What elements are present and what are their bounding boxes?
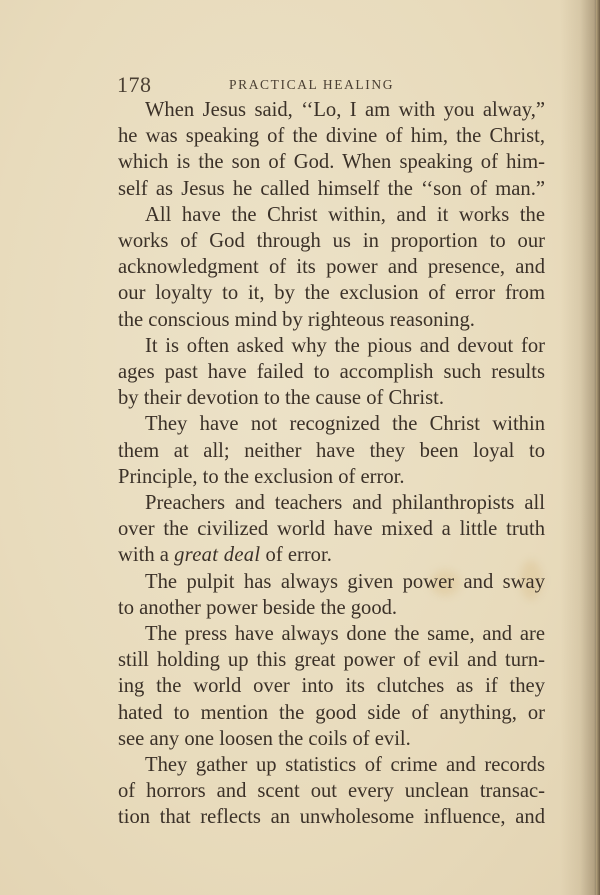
text-line: When Jesus said, ‘‘Lo, I am with you alway,” [145, 99, 545, 121]
paragraph [91, 621, 545, 752]
text-line: The press have always done the same, and are [145, 623, 545, 646]
text-fragment: with a [118, 544, 175, 567]
paragraph [91, 490, 545, 569]
text-line: tion that reflects an unwholesome influence, and [118, 806, 545, 829]
page-header [117, 72, 557, 96]
text-line: see any one loosen the coils of evil. [118, 727, 411, 750]
paragraph [91, 333, 545, 412]
text-line: self as Jesus he called himself the ‘‘son of man.” [118, 177, 545, 200]
text-line: Principle, to the exclusion of error. [118, 465, 405, 488]
text-line: It is often asked why the pious and devout for [145, 334, 545, 357]
text-line: by their devotion to the cause of Christ. [118, 387, 445, 410]
paragraph [91, 411, 545, 490]
text-line: acknowledgment of its power and presence, and [118, 256, 545, 279]
text-line: them at all; neither have they been loyal to [118, 439, 545, 462]
text-line: The pulpit has always given power and sway [145, 570, 545, 593]
text-line: he was speaking of the divine of him, the Christ, [118, 125, 545, 148]
page-spine-edge [596, 0, 600, 895]
page-number: 178 [117, 72, 152, 97]
text-fragment: of error. [260, 544, 332, 567]
text-line: ages past have failed to accomplish such results [118, 361, 545, 384]
paragraph [91, 202, 545, 333]
body-text [91, 97, 545, 831]
text-line [91, 542, 545, 568]
text-line: over the civilized world have mixed a little truth [118, 518, 545, 541]
text-line: ing the world over into its clutches as if they [118, 675, 545, 698]
text-line: which is the son of God. When speaking of him- [118, 151, 545, 174]
text-line: They have not recognized the Christ within [145, 413, 545, 436]
text-line: the conscious mind by righteous reasoning. [118, 308, 475, 331]
text-line: to another power beside the good. [118, 596, 398, 619]
text-line: our loyalty to it, by the exclusion of error from [118, 282, 545, 305]
text-line: of horrors and scent out every unclean transac- [118, 780, 545, 803]
paragraph [91, 569, 545, 621]
text-line: still holding up this great power of evil and turn- [118, 649, 545, 672]
paragraph [91, 97, 545, 202]
text-line: hated to mention the good side of anything, or [118, 701, 545, 724]
italic-emphasis: great deal [174, 544, 261, 567]
text-line: Preachers and teachers and philanthropists all [145, 492, 545, 515]
text-line: All have the Christ within, and it works the [145, 203, 545, 226]
text-line: works of God through us in proportion to our [118, 230, 545, 253]
running-title: PRACTICAL HEALING [229, 77, 395, 92]
text-line: They gather up statistics of crime and records [145, 754, 545, 777]
paragraph [91, 752, 545, 831]
